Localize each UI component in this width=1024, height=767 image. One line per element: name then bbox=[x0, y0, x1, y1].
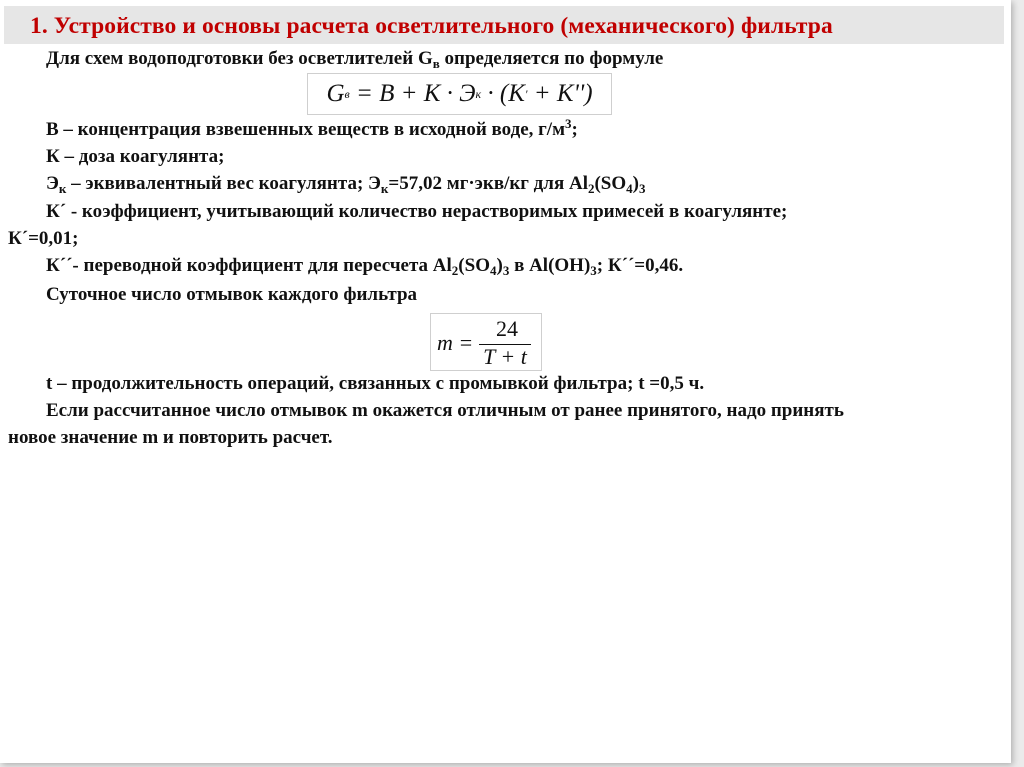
def-k2 bbox=[46, 254, 683, 278]
def-k2-e: ; К´´=0,46. bbox=[596, 255, 684, 276]
intro-tail: определяется по формуле bbox=[439, 48, 664, 69]
def-k1: К´ - коэффициент, учитывающий количество нерастворимых примесей в коагулянте; bbox=[46, 201, 788, 222]
def-e-e-sub: 3 bbox=[639, 181, 646, 196]
def-k2-b: (SO bbox=[458, 255, 490, 276]
formula-m-lhs: m = bbox=[437, 330, 474, 355]
def-b-end: ; bbox=[571, 119, 578, 140]
formula-m bbox=[430, 313, 542, 371]
def-e-d: (SO bbox=[594, 173, 627, 194]
def-k2-d-sub: 3 bbox=[590, 263, 597, 278]
def-e-c: =57,02 мг·экв/кг для Al bbox=[388, 173, 588, 194]
if-line-1: Если рассчитанное число отмывок m окажется отличным от ранее принятого, надо принять bbox=[46, 400, 844, 421]
intro-line bbox=[46, 47, 663, 71]
title-bar bbox=[4, 6, 1004, 44]
def-e-a-sub: к bbox=[58, 181, 67, 196]
def-b bbox=[46, 118, 578, 142]
formula-g: G bbox=[326, 80, 345, 107]
def-b-text: В – концентрация взвешенных веществ в исходной воде, г/м bbox=[46, 119, 566, 140]
def-k2-d: в Al(OH) bbox=[509, 255, 591, 276]
def-e bbox=[46, 172, 646, 196]
if-line-2: новое значение m и повторить расчет. bbox=[8, 427, 333, 448]
def-k2-c-sub: 3 bbox=[502, 263, 510, 278]
def-e-c-sub: 2 bbox=[587, 181, 595, 196]
formula-tail2: + K'') bbox=[527, 80, 593, 107]
def-e-b-sub: к bbox=[380, 181, 389, 196]
def-e-e: ) bbox=[632, 173, 639, 194]
formula-m-numerator: 24 bbox=[496, 316, 518, 341]
formula-middle: = B + K · Э bbox=[349, 80, 476, 107]
def-k: К – доза коагулянта; bbox=[46, 146, 225, 167]
def-k2-b-sub: 4 bbox=[489, 263, 497, 278]
def-k2-a-sub: 2 bbox=[451, 263, 459, 278]
daily-washes-line: Суточное число отмывок каждого фильтра bbox=[46, 284, 418, 305]
t-line: t – продолжительность операций, связанных с промывкой фильтра; t =0,5 ч. bbox=[46, 373, 705, 394]
formula-tail1: · (K bbox=[481, 80, 525, 107]
formula-gv: G в = B + K · Э к · (K ' + K'') bbox=[307, 73, 612, 115]
slide-title: 1. Устройство и основы расчета осветлительного (механического) фильтра bbox=[30, 13, 833, 39]
formula-m-denominator: T + t bbox=[483, 344, 527, 369]
def-e-d-sub: 4 bbox=[626, 181, 633, 196]
intro-text: Для схем водоподготовки без осветлителей G bbox=[46, 48, 433, 69]
def-e-a: Э bbox=[46, 173, 59, 194]
def-k2-c: ) bbox=[496, 255, 503, 276]
def-k1-value: К´=0,01; bbox=[8, 228, 79, 249]
intro-sub: в bbox=[432, 56, 440, 71]
def-e-b: – эквивалентный вес коагулянта; Э bbox=[66, 173, 381, 194]
def-k2-a: К´´- переводной коэффициент для пересчета Al bbox=[46, 255, 452, 276]
def-b-sup: 3 bbox=[565, 116, 572, 131]
